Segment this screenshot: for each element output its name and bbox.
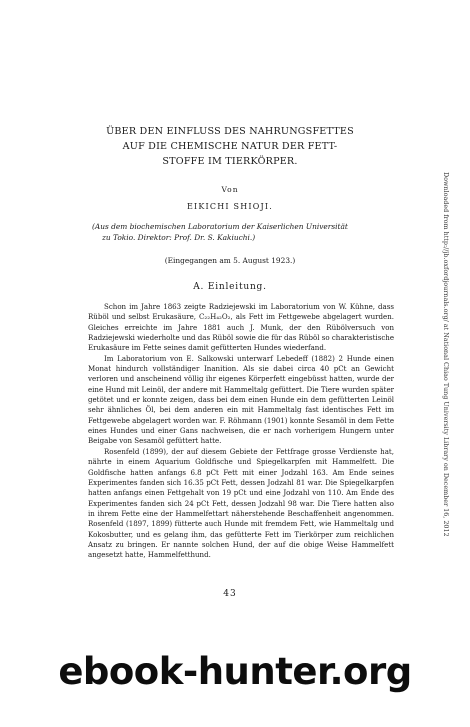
title-line: STOFFE IM TIERKÖRPER.: [162, 156, 298, 167]
author-name: EIKICHI SHIOJI.: [186, 202, 274, 211]
section-heading: A. Einleitung.: [193, 282, 267, 292]
page-number: 43: [223, 589, 237, 599]
affiliation: [92, 221, 392, 243]
received-date: (Eingegangen am 5. August 1923.): [164, 256, 296, 265]
title-line: ÜBER DEN EINFLUSS DES NAHRUNGSFETTES: [106, 126, 354, 137]
von-label: Von: [221, 185, 239, 194]
affiliation-line: (Aus dem biochemischen Laboratorium der Kaiserlichen Universität: [92, 222, 348, 231]
paper-title: [70, 124, 390, 169]
title-line: AUF DIE CHEMISCHE NATUR DER FETT-: [122, 141, 338, 152]
affiliation-line: zu Tokio. Direktor: Prof. Dr. S. Kakiuchi.): [102, 233, 256, 242]
body-text: [88, 302, 394, 561]
paragraph: Rosenfeld (1899), der auf diesem Gebiete der Fettfrage grosse Verdienste hat, nährte in einem Aquarium Goldfische und Spiegelkarpfen mit Hammelfett. Die Goldfische hatten anfangs 6.8 pCt Fett mit einer Jodzahl 163. Am Ende seines Experimentes fanden sich 16.35 pCt Fett, dessen Jodzahl 81 war. Die Spiegelkarpfen hatten anfangs einen Fettgehalt von 19 pCt und eine Jodzahl von 110. Am Ende des Experimentes fanden sich 24 pCt Fett, dessen Jodzahl 98 war. Die Tiere hatten also in ihrem Fette eine der Hammelfettart näherstehende Beschaffenheit angenommen. Rosenfeld (1897, 1899) fütterte auch Hunde mit fremdem Fett, wie Hammeltalg und Kokosbutter, und es gelang ihm, das gefütterte Fett im Tierkörper zum reichlichen Ansatz zu bringen. Er nannte solchen Hund, der auf die obige Weise Hammelfett angesetzt hatte, Hammelfetthund.: [88, 446, 394, 560]
download-notice: Downloaded from http://jb.oxfordjournals.org/ at National Chiao Tung University Library on December 16, 2012: [442, 172, 450, 537]
paragraph: Im Laboratorium von E. Salkowski unterwarf Lebedeff (1882) 2 Hunde einen Monat hindurch vollständiger Inanition. Als sie dabei circa 40 pCt an Gewicht verloren und anscheinend völlig ihr eigenes Körperfett eingebüsst hatten, wurde der eine Hund mit Leinöl, der andere mit Hammeltalg gefüttert. Die Tiere wurden später getötet und er konnte zeigen, dass bei dem einen Hunde ein dem gefütterten Leinöl sehr ähnliches Öl, bei dem anderen ein mit Hammeltalg fast identisches Fett im Fettgewebe abgelagert worden war. F. Röhmann (1901) konnte Sesamöl in dem Fette eines Hundes und einer Gans nachweisen, die er nach vorherigem Hungern unter Beigabe von Sesamöl gefüttert hatte.: [88, 353, 394, 446]
watermark: ebook-hunter.org: [58, 650, 412, 693]
paragraph: Schon im Jahre 1863 zeigte Radziejewski im Laboratorium von W. Kühne, dass Rüböl und selbst Erukasäure, C₂₂H₄₂O₂, als Fett im Fettgewebe abgelagert wurden. Gleiches erreichte im Jahre 1881 auch J. Munk, der den Rübölversuch von Radziejewski wiederholte und das Rüböl sowie die für das Rüböl so charakteristische Erukasäure im Fette seines damit gefütterten Hundes wiederfand.: [88, 302, 394, 353]
